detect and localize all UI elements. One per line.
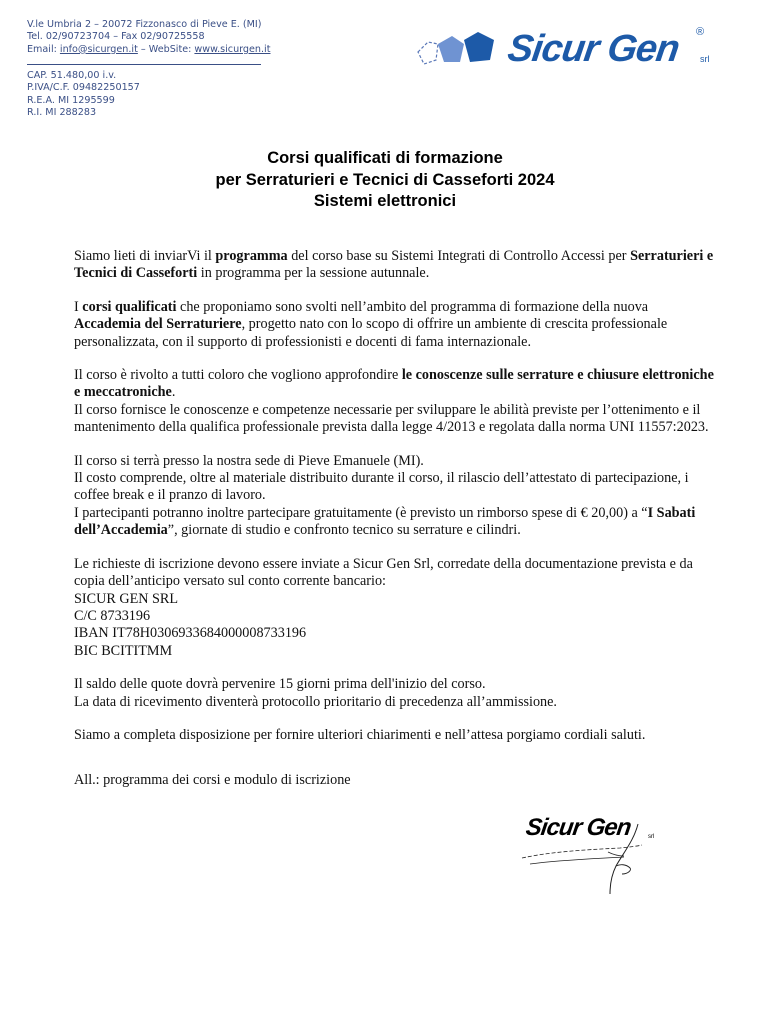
sicur-gen-logo (414, 26, 714, 74)
contact-separator: – (140, 43, 146, 55)
bank-account-holder: SICUR GEN SRL (74, 590, 179, 607)
text-run: Il costo comprende, oltre al materiale distribuito durante il corso, il rilascio dell’attestato di partecipazione, i coffee break e il pranzo di lavoro. (74, 470, 689, 504)
logo-srl-suffix: srl (700, 54, 710, 64)
bold-run: programma (215, 248, 288, 264)
paragraph-intro (74, 248, 714, 283)
website-link[interactable]: www.sicurgen.it (194, 43, 271, 55)
text-run: Il corso è rivolto a tutti coloro che vogliono approfondire (74, 367, 402, 384)
company-registry-block (27, 70, 140, 120)
bold-run: I Sabati dell’Accademia (74, 504, 696, 539)
company-phone-fax: Tel. 02/90723704 – Fax 02/90725558 (27, 31, 205, 43)
text-run: I (74, 298, 83, 315)
text-run: che proponiamo sono svolti nell’ambito del programma di formazione della nuova (176, 298, 649, 315)
registered-mark: ® (696, 26, 705, 38)
registry-number: R.I. MI 288283 (27, 107, 97, 119)
bold-run: Accademia del Serraturiere (74, 316, 242, 333)
header-divider (27, 64, 261, 65)
bank-account-number: C/C 8733196 (74, 607, 151, 624)
company-address: V.le Umbria 2 – 20072 Fizzonasco di Pieve E. (MI) (27, 19, 262, 30)
paragraph-audience (74, 367, 714, 437)
text-run: , progetto nato con lo scopo di offrire un ambiente di crescita professionale personalizzata, con il supporto di professionisti e docenti di fama internazionale. (74, 316, 668, 350)
pentagon-icon (414, 30, 506, 76)
text-run: del corso base su Sistemi Integrati di Controllo Accessi per (287, 248, 631, 264)
text-run: Le richieste di iscrizione devono essere inviate a Sicur Gen Srl, corredate della documentazione prevista e da copia dell’anticipo versato sul conto corrente bancario: (74, 555, 693, 590)
signature-block (520, 812, 660, 902)
paragraph-closing: Siamo a completa disposizione per fornire ulteriori chiarimenti e nell’attesa porgiamo cordiali saluti. (74, 726, 646, 743)
bold-run: le conoscenze sulle serrature e chiusure elettroniche e meccatroniche (74, 367, 714, 401)
company-web-contacts (27, 44, 270, 56)
rea-number: R.E.A. MI 1295599 (27, 94, 115, 106)
handwritten-signature-icon (520, 812, 660, 902)
text-run: Il corso si terrà presso la nostra sede di Pieve Emanuele (MI). (74, 452, 424, 469)
text-run: in programma per la sessione autunnale. (197, 265, 430, 282)
email-label: Email: (27, 43, 57, 55)
vat-number: P.IVA/C.F. 09482250157 (27, 82, 140, 94)
paragraph-attachments: All.: programma dei corsi e modulo di iscrizione (74, 772, 351, 789)
paragraph-enrollment (74, 556, 714, 660)
text-run: La data di ricevimento diventerà protocollo prioritario di precedenza all’ammissione. (74, 693, 557, 710)
paragraph-logistics (74, 453, 714, 540)
company-contact-block (27, 19, 270, 56)
text-run: ”, giornate di studio e confronto tecnico su serrature e cilindri. (167, 522, 521, 539)
text-run: I partecipanti potranno inoltre partecipare gratuitamente (è previsto un rimborso spese di € 20,00) a “ (74, 504, 648, 521)
logo-wordmark: Sicur Gen (505, 28, 682, 70)
text-run: Il corso fornisce le conoscenze e competenze necessarie per sviluppare le abilità previste per l’ottenimento e il mantenimento della qualifica professionale prevista dalla legge 4/2013 e regolata dalla norma UNI 11557:2023. (74, 401, 709, 436)
document-title (0, 148, 770, 213)
letter-body (74, 248, 714, 806)
text-run: Siamo lieti di inviarVi il (74, 248, 216, 264)
bank-iban: IBAN IT78H0306933684000008733196 (74, 625, 307, 642)
paragraph-academy (74, 299, 714, 351)
title-line-2: per Serraturieri e Tecnici di Casseforti 2024 (215, 170, 555, 189)
signature-stamp: Sicur Gen (524, 814, 633, 841)
bold-run: Serraturieri e Tecnici di Casseforti (74, 248, 714, 282)
website-label: WebSite: (148, 43, 192, 55)
paragraph-payment (74, 676, 714, 711)
signature-srl-suffix: srl (648, 834, 655, 840)
bold-run: corsi qualificati (82, 298, 177, 315)
bank-bic: BIC BCITITMM (74, 642, 173, 659)
text-run: . (171, 384, 176, 401)
title-line-3: Sistemi elettronici (313, 192, 457, 210)
title-line-1: Corsi qualificati di formazione (267, 149, 503, 167)
email-link[interactable]: info@sicurgen.it (59, 43, 138, 55)
share-capital: CAP. 51.480,00 i.v. (27, 70, 117, 81)
text-run: Il saldo delle quote dovrà pervenire 15 giorni prima dell'inizio del corso. (74, 676, 486, 693)
